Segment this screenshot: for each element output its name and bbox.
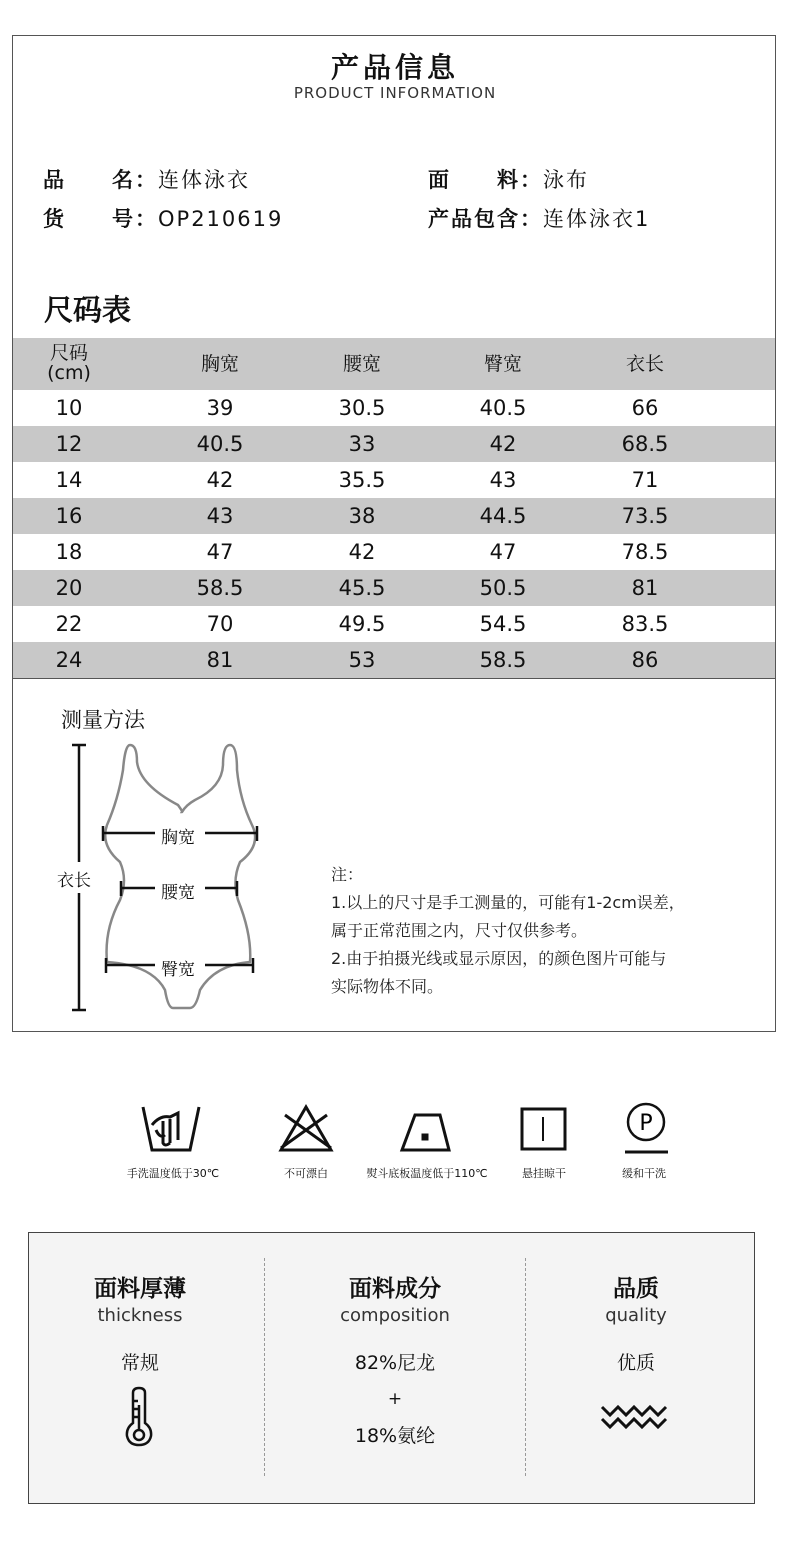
care-label: 不可漂白 [284,1167,328,1180]
header-size: 尺码 (cm) [47,342,91,384]
table-cell: 50.5 [479,576,527,600]
table-cell: 24 [55,648,83,672]
table-cell: 71 [631,468,659,492]
table-cell: 83.5 [621,612,669,636]
contents-value: 连体泳衣1 [543,207,651,231]
spec-quality: 品质 quality 优质 [516,1270,756,1441]
thermometer-icon [120,1385,160,1449]
table-cell: 58.5 [479,648,527,672]
table-cell: 47 [489,540,517,564]
dry-clean-letter: P [639,1111,653,1136]
table-cell: 49.5 [338,612,386,636]
label-waist: 腰宽 [161,883,195,903]
note-line: 2.由于拍摄光线或显示原因，的颜色图片可能与 [331,949,667,968]
table-cell: 16 [55,504,83,528]
care-label: 手洗温度低于30℃ [126,1167,220,1180]
table-cell: 42 [489,432,517,456]
label-chest: 胸宽 [161,828,195,848]
note-line: 实际物体不同。 [331,977,444,996]
table-cell: 39 [206,396,234,420]
page-subtitle: PRODUCT INFORMATION [293,84,497,102]
table-cell: 70 [206,612,234,636]
table-cell: 73.5 [621,504,669,528]
header-length: 衣长 [625,353,664,375]
care-label: 熨斗底板温度低于110℃ [366,1167,488,1180]
note-line: 属于正常范围之内，尺寸仅供参考。 [331,921,588,940]
header-hip: 臀宽 [483,353,522,375]
wave-icon [600,1397,672,1437]
table-cell: 43 [206,504,234,528]
table-cell: 38 [348,504,376,528]
no-bleach-icon [281,1107,331,1150]
table-cell: 33 [348,432,376,456]
table-cell: 42 [348,540,376,564]
care-label: 悬挂晾干 [522,1167,566,1180]
table-cell: 81 [206,648,234,672]
table-cell: 53 [348,648,376,672]
table-cell: 47 [206,540,234,564]
header-waist: 腰宽 [342,353,381,375]
spec-composition: 面料成分 composition 82%尼龙 + 18%氨纶 [340,1276,450,1447]
table-cell: 66 [631,396,659,420]
table-cell: 12 [55,432,83,456]
name-value: 连体泳衣 [158,168,250,192]
table-cell: 14 [55,468,83,492]
table-cell: 58.5 [196,576,244,600]
table-cell: 45.5 [338,576,386,600]
table-cell: 78.5 [621,540,669,564]
spec-thickness: 面料厚薄 thickness 常规 [20,1270,260,1453]
note-title: 注： [331,865,364,884]
table-cell: 54.5 [479,612,527,636]
care-icons [0,1095,790,1155]
notes [331,861,685,1001]
table-cell: 40.5 [479,396,527,420]
table-cell: 68.5 [621,432,669,456]
label-hip: 臀宽 [161,960,195,980]
size-table-title: 尺码表 [44,293,132,327]
table-cell: 81 [631,576,659,600]
sku-value: OP210619 [158,207,284,231]
header-chest: 胸宽 [200,353,239,375]
name-label: 品 名： [43,168,158,192]
sku-label: 货 号： [43,207,158,231]
page-title: 产品信息 [330,51,459,84]
iron-icon [402,1115,449,1150]
fabric-value: 泳布 [543,168,589,192]
measure-title: 测量方法 [61,708,145,732]
table-cell: 40.5 [196,432,244,456]
table-cell: 44.5 [479,504,527,528]
table-cell: 20 [55,576,83,600]
care-label: 缓和干洗 [622,1167,666,1180]
table-cell: 10 [55,396,83,420]
table-cell: 86 [631,648,659,672]
table-cell: 35.5 [338,468,386,492]
note-line: 1.以上的尺寸是手工测量的，可能有1-2cm误差， [331,893,685,912]
hand-wash-icon [143,1107,199,1150]
contents-label: 产品包含： [428,207,543,231]
table-cell: 43 [489,468,517,492]
table-cell: 22 [55,612,83,636]
label-length: 衣长 [57,871,91,891]
table-cell: 18 [55,540,83,564]
fabric-label: 面 料： [428,168,543,192]
hang-dry-icon [522,1109,565,1149]
table-cell: 42 [206,468,234,492]
table-cell: 30.5 [338,396,386,420]
